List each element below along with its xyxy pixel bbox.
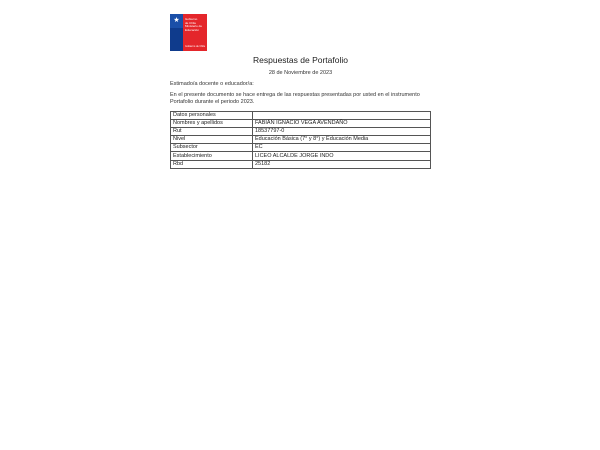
row-label: Nivel (171, 136, 253, 144)
table-header-row (171, 112, 431, 120)
table-row (171, 128, 431, 136)
table-header-cell: Datos personales (171, 112, 253, 120)
document-title: Respuestas de Portafolio (253, 55, 348, 65)
logo-bottom-text: Gobierno de Chile (185, 45, 206, 48)
row-label: Subsector (171, 144, 253, 152)
row-value: LICEO ALCALDE JORGE INDO (253, 152, 431, 160)
row-value: EC (253, 144, 431, 152)
logo-blue-band (170, 14, 183, 51)
document-date: 28 de Noviembre de 2023 (268, 70, 333, 76)
greeting-text: Estimado/a docente o educador/a: (170, 81, 254, 87)
table-row (171, 120, 431, 128)
table-row (171, 136, 431, 144)
row-value: FABIÁN IGNACIO VEGA AVENDAÑO (253, 120, 431, 128)
intro-paragraph: En el presente documento se hace entrega de las respuestas presentadas por usted en el instrumento Portafolio durante el periodo 2023. (170, 92, 420, 105)
table-header-empty-cell (253, 112, 431, 120)
table-row (171, 152, 431, 160)
row-label: Rbd (171, 160, 253, 168)
government-logo (170, 14, 207, 51)
table-row (171, 160, 431, 168)
row-value: 25182 (253, 160, 431, 168)
row-label: Rut (171, 128, 253, 136)
logo-red-band (183, 14, 207, 51)
table-row (171, 144, 431, 152)
personal-data-table (170, 111, 431, 169)
star-icon: ★ (173, 17, 180, 24)
logo-text: Gobierno de Chile Ministerio de Educación (185, 17, 203, 32)
row-value: 18537797-0 (253, 128, 431, 136)
row-value: Educación Básica (7° y 8°) y Educación Media (253, 136, 431, 144)
row-label: Nombres y apellidos (171, 120, 253, 128)
row-label: Establecimiento (171, 152, 253, 160)
